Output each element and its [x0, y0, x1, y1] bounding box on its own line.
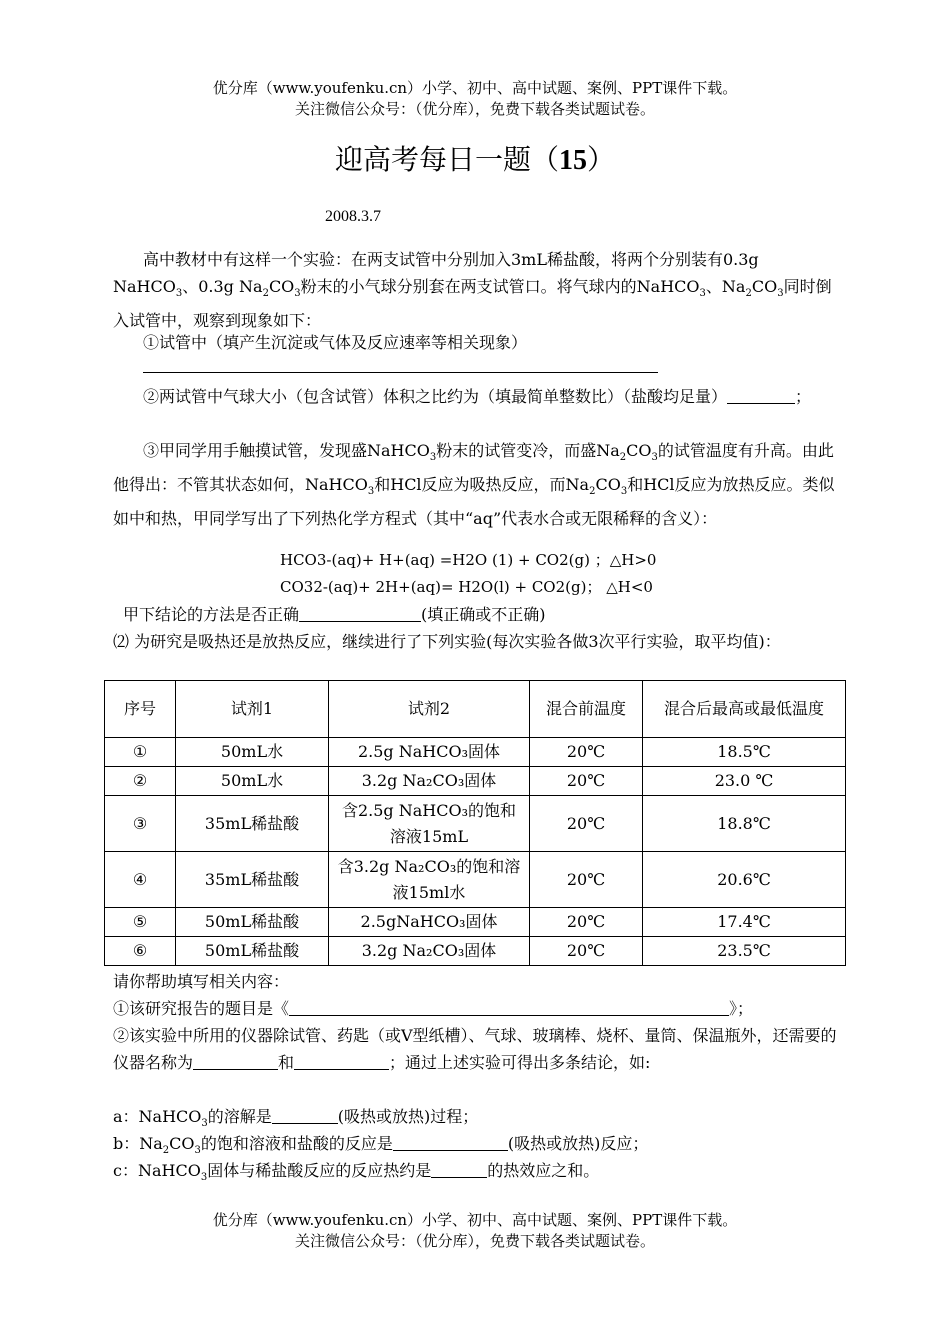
header-cell: 试剂2 [329, 681, 530, 738]
intro-paragraph: 高中教材中有这样一个实验：在两支试管中分别加入3mL稀盐酸，将两个分别装有0.3g NaHCO$_3$、0.3g $Na_2CO_3$粉末的小气球分别套在两支试管口。将气球内的NaHCO$_3$、$Na_2CO_3$同时倒入试管中，观察到现象如下： [113, 250, 832, 331]
page-title: 迎高考每日一题（15） [334, 143, 616, 176]
header-cell: 试剂1 [176, 681, 329, 738]
footer-line-1: 优分库（www.youfenku.cn）小学、初中、高中试题、案例、PPT课件下载。 [212, 1211, 738, 1229]
table-header-row [105, 681, 846, 738]
table-row [105, 796, 846, 852]
answer-blank-judge[interactable] [299, 605, 421, 622]
cell: 23.5℃ [643, 937, 846, 966]
fill-question-2: ②该实验中所用的仪器除试管、药匙（或V型纸槽）、气球、玻璃棒、烧杯、量筒、保温瓶外，还需要的仪器名称为 和 ；通过上述实验可得出多条结论，如: [113, 1026, 837, 1072]
header-line-1: 优分库（www.youfenku.cn）小学、初中、高中试题、案例、PPT课件下载。 [212, 79, 738, 97]
cell: ① [105, 738, 176, 767]
cell: 20℃ [530, 738, 643, 767]
answer-blank-b[interactable] [393, 1134, 508, 1151]
cell: 3.2g Na₂CO₃固体 [329, 767, 530, 796]
header-cell: 混合后最高或最低温度 [643, 681, 846, 738]
cell: ② [105, 767, 176, 796]
table-row [105, 738, 846, 767]
table-row [105, 767, 846, 796]
answer-blank-2[interactable] [727, 387, 795, 404]
conclusion-a: a：NaHCO$_3$的溶解是 (吸热或放热)过程； [113, 1107, 479, 1130]
cell: 3.2g Na₂CO₃固体 [329, 937, 530, 966]
part-2-intro: ⑵ 为研究是吸热还是放热反应，继续进行了下列实验(每次实验各做3次平行实验，取平均值)： [113, 632, 781, 651]
cell: 17.4℃ [643, 908, 846, 937]
cell: ⑤ [105, 908, 176, 937]
footer-line-2: 关注微信公众号：（优分库），免费下载各类试题试卷。 [294, 1232, 655, 1250]
cell: 23.0 ℃ [643, 767, 846, 796]
answer-blank-instrument-2[interactable] [294, 1053, 389, 1070]
cell: 50mL稀盐酸 [176, 908, 329, 937]
cell: 35mL稀盐酸 [176, 796, 329, 852]
cell: 2.5g NaHCO₃固体 [329, 738, 530, 767]
cell: ③ [105, 796, 176, 852]
cell: 18.8℃ [643, 796, 846, 852]
conclusion-c: c：NaHCO$_3$固体与稀盐酸反应的反应热约是 的热效应之和。 [113, 1161, 600, 1184]
cell: 50mL水 [176, 767, 329, 796]
cell: ⑥ [105, 937, 176, 966]
cell: 50mL稀盐酸 [176, 937, 329, 966]
cell: 含2.5g NaHCO₃的饱和溶液15mL [329, 796, 530, 852]
date: 2008.3.7 [325, 208, 381, 225]
answer-blank-title[interactable] [289, 999, 729, 1016]
conclusion-b: b：$Na_2CO_3$的饱和溶液和盐酸的反应是 (吸热或放热)反应； [113, 1134, 649, 1157]
table-row [105, 852, 846, 908]
question-3: ③甲同学用手触摸试管，发现盛NaHCO$_3$粉末的试管变冷，而盛$Na_2CO_3$的试管温度有升高。由此他得出：不管其状态如何，NaHCO$_3$和HCl反应为吸热反应，而$Na_2CO_3$和HCl反应为放热反应。类似如中和热，甲同学写出了下列热化学方程式（其中“aq”代表水合或无限稀释的含义）： [113, 441, 835, 529]
equation-2: CO32-(aq)+ 2H+(aq)= H2O(l) + CO2(g)； △H<0 [280, 578, 653, 596]
fill-question-1: ①该研究报告的题目是《 》； [113, 999, 754, 1018]
cell: 20℃ [530, 937, 643, 966]
table-row [105, 908, 846, 937]
answer-line-1[interactable] [143, 372, 658, 373]
question-2: ②两试管中气球大小（包含试管）体积之比约为（填最简单整数比）（盐酸均足量） ； [143, 387, 812, 406]
judge-line: 甲下结论的方法是否正确 (填正确或不正确) [123, 605, 546, 624]
cell: 20℃ [530, 767, 643, 796]
equation-1: HCO3-(aq)+ H+(aq) =H2O (1) + CO2(g) ；△H>0 [280, 551, 657, 569]
cell: 50mL水 [176, 738, 329, 767]
cell: 20℃ [530, 852, 643, 908]
cell: 18.5℃ [643, 738, 846, 767]
header-cell: 混合前温度 [530, 681, 643, 738]
cell: 20℃ [530, 908, 643, 937]
cell: 20.6℃ [643, 852, 846, 908]
cell: ④ [105, 852, 176, 908]
cell: 2.5gNaHCO₃固体 [329, 908, 530, 937]
cell: 20℃ [530, 796, 643, 852]
cell: 35mL稀盐酸 [176, 852, 329, 908]
table-row [105, 937, 846, 966]
experiment-table [104, 680, 846, 966]
answer-blank-a[interactable] [272, 1107, 338, 1124]
header-cell: 序号 [105, 681, 176, 738]
header-line-2: 关注微信公众号：（优分库），免费下载各类试题试卷。 [294, 100, 655, 118]
question-1: ①试管中（填产生沉淀或气体及反应速率等相关现象） [143, 333, 528, 352]
answer-blank-c[interactable] [431, 1161, 487, 1178]
fill-intro: 请你帮助填写相关内容： [113, 972, 290, 991]
answer-blank-instrument-1[interactable] [193, 1053, 278, 1070]
cell: 含3.2g Na₂CO₃的饱和溶液15ml水 [329, 852, 530, 908]
